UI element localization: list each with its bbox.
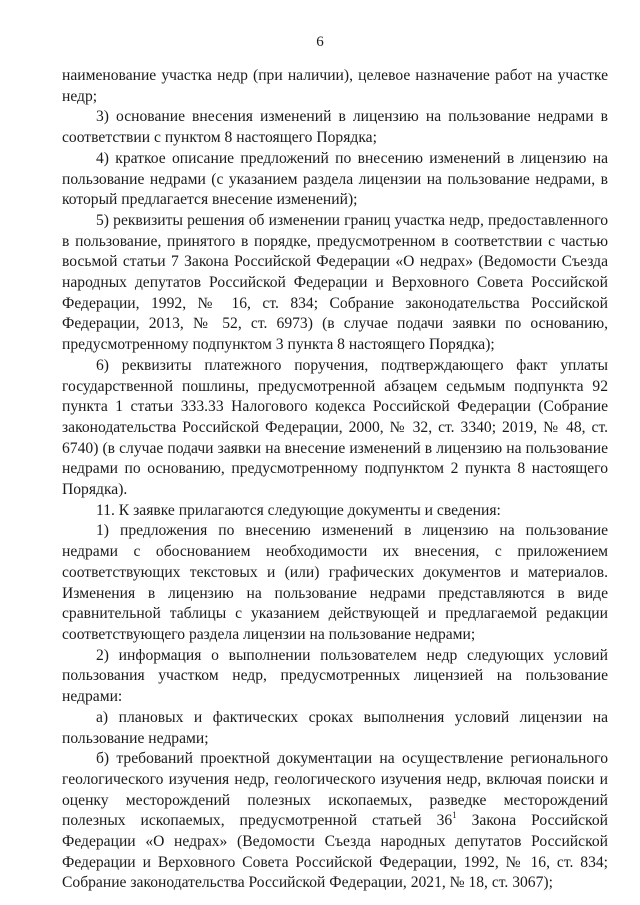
paragraph-continuation: наименование участка недр (при наличии), целевое назначение работ на участке недр; [62, 67, 608, 105]
document-body [62, 66, 608, 894]
subitem-b-text-end: Закона Российской Федерации «О недрах» (Ведомости Съезда народных депутатов Российской Федерации и Верховного Совета Российской Федерации, 1992, № 16, ст. 834; Собрание законодательства Российской Федерации, 2021, № 18, ст. 3067); [62, 812, 608, 892]
article-superscript: 1 [452, 810, 457, 821]
paragraph-attachment-1: 1) предложения по внесению изменений в лицензию на пользование недрами с обоснованием необходимости их внесения, с приложением соответствующих текстовых и (или) графических документов и материалов. Изменения в лицензию на пользование недрами представляются в виде сравнительной таблицы с указанием действующей и предлагаемой редакции соответствующего раздела лицензии на пользование недрами; [62, 522, 608, 643]
paragraph-item-6: 6) реквизиты платежного поручения, подтверждающего факт уплаты государственной пошлины, предусмотренной абзацем седьмым подпункта 92 пункта 1 статьи 333.33 Налогового кодекса Российской Федерации (Собрание законодательства Российской Федерации, 2000, № 32, ст. 3340; 2019, № 48, ст. 6740) (в случае подачи заявки на внесение изменений в лицензию на пользование недрами по основанию, предусмотренному подпунктом 2 пункта 8 настоящего Порядка). [62, 356, 608, 499]
page-number: 6 [316, 34, 324, 50]
paragraph-item-5: 5) реквизиты решения об изменении границ участка недр, предоставленного в пользование, принятого в порядке, предусмотренном в соответствии с частью восьмой статьи 7 Закона Российской Федерации «О недрах» (Ведомости Съезда народных депутатов Российской Федерации и Верховного Совета Российской Федерации, 1992, № 16, ст. 834; Собрание законодательства Российской Федерации, 2013, № 52, ст. 6973) (в случае подачи заявки по основанию, предусмотренному подпунктом 3 пункта 8 настоящего Порядка); [62, 211, 608, 354]
paragraph-subitem-b [62, 749, 608, 894]
paragraph-subitem-a: а) плановых и фактических сроках выполнения условий лицензии на пользование недрами; [62, 708, 608, 747]
subitem-b-text-start: б) требований проектной документации на осуществление регионального геологического изучения недр, геологического изучения недр, включая поиски и оценку месторождений полезных ископаемых, разведке месторождений полезных ископаемых, предусмотренной статьей 36 [62, 750, 608, 830]
paragraph-clause-11: 11. К заявке прилагаются следующие документы и сведения: [96, 501, 501, 519]
paragraph-item-3: 3) основание внесения изменений в лицензию на пользование недрами в соответствии с пунктом 8 настоящего Порядка; [62, 108, 608, 147]
paragraph-attachment-2: 2) информация о выполнении пользователем недр следующих условий пользования участком недр, предусмотренных лицензией на пользование недрами: [62, 646, 608, 706]
paragraph-item-4: 4) краткое описание предложений по внесению изменений в лицензию на пользование недрами (с указанием раздела лицензии на пользование недрами, в который предлагается внесение изменений); [62, 149, 608, 209]
